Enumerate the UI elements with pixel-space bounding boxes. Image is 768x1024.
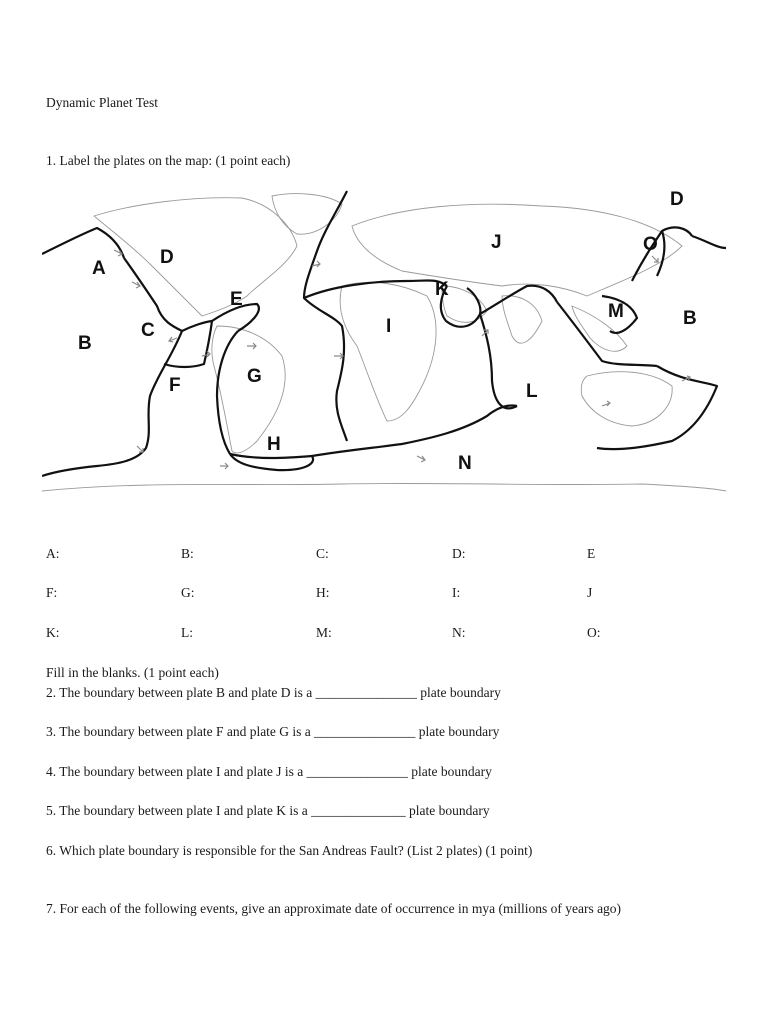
answer-c: C: — [316, 546, 329, 561]
answer-j: J — [587, 585, 593, 600]
plate-label-b: B — [78, 333, 92, 354]
eurasia-outline — [352, 204, 682, 296]
boundary-cocos — [164, 321, 212, 367]
plate-label-f: F — [169, 375, 181, 396]
australia-outline — [581, 372, 672, 426]
boundary-aleutian — [42, 228, 124, 258]
plate-label-a: A — [92, 258, 106, 279]
answer-n: N: — [452, 625, 466, 640]
answer-h: H: — [316, 585, 330, 600]
boundary-indian-ocean — [480, 314, 517, 408]
question-3: 3. The boundary between plate F and plate G is a _______________ plate boundary — [46, 724, 500, 739]
india-outline — [502, 296, 542, 343]
fill-blanks-heading: Fill in the blanks. (1 point each) — [46, 665, 219, 680]
arrow-8 — [417, 456, 425, 462]
answer-l: L: — [181, 625, 193, 640]
arrow-3 — [169, 337, 177, 342]
boundary-indo-australian — [557, 302, 657, 366]
arrow-5 — [247, 343, 256, 349]
arrow-10 — [602, 401, 610, 406]
plate-label-g: G — [247, 366, 262, 387]
motion-arrows — [114, 250, 690, 469]
test-title: Dynamic Planet Test — [46, 95, 159, 110]
question-1: 1. Label the plates on the map: (1 point each) — [46, 153, 291, 168]
plate-labels — [78, 189, 697, 474]
arrow-12 — [652, 256, 658, 262]
question-4: 4. The boundary between plate I and plate J is a _______________ plate boundary — [46, 764, 492, 779]
boundary-east-pacific-rise — [42, 331, 182, 476]
plate-label-k: K — [435, 279, 449, 300]
plate-label-c: C — [141, 320, 155, 341]
arrow-14 — [220, 463, 228, 469]
greenland-outline — [272, 194, 342, 235]
boundary-himalaya — [480, 286, 557, 314]
answer-k: K: — [46, 625, 60, 640]
plate-label-i: I — [386, 316, 392, 337]
antarctica-outline — [42, 483, 726, 491]
plate-label-d: D — [160, 247, 174, 268]
answer-b: B: — [181, 546, 194, 561]
africa-outline — [340, 282, 436, 421]
question-7: 7. For each of the following events, give an approximate date of occurrence in mya (millions of years ago) — [46, 901, 622, 916]
answer-i: I: — [452, 585, 461, 600]
plate-label-j: J — [491, 232, 502, 253]
boundary-mid-atlantic — [304, 191, 347, 441]
boundary-scotia — [230, 454, 313, 470]
arrow-2 — [132, 282, 140, 288]
plate-label-l: L — [526, 381, 538, 402]
question-5: 5. The boundary between plate I and plate K is a ______________ plate boundary — [46, 803, 490, 818]
plate-label-d-east: D — [670, 189, 684, 210]
question-2: 2. The boundary between plate B and plate D is a _______________ plate boundary — [46, 685, 501, 700]
answer-m: M: — [316, 625, 332, 640]
answer-a: A: — [46, 546, 60, 561]
plate-label-b-east: B — [683, 308, 697, 329]
plate-label-e: E — [230, 289, 243, 310]
plate-label-o: O — [643, 234, 658, 255]
plate-label-h: H — [267, 434, 281, 455]
question-6: 6. Which plate boundary is responsible for the San Andreas Fault? (List 2 plates) (1 point) — [46, 843, 533, 858]
boundary-australia-pacific — [597, 366, 717, 449]
boundary-japan-trench — [632, 227, 692, 281]
answer-e: E — [587, 546, 596, 561]
plate-label-m: M — [608, 301, 624, 322]
arrow-7 — [334, 353, 343, 359]
plate-label-n: N — [458, 453, 472, 474]
answer-g: G: — [181, 585, 195, 600]
plate-map — [42, 186, 726, 524]
answer-o: O: — [587, 625, 601, 640]
answer-f: F: — [46, 585, 58, 600]
boundary-north-pacific — [692, 236, 726, 248]
arrow-13 — [137, 446, 143, 452]
answer-d: D: — [452, 546, 466, 561]
